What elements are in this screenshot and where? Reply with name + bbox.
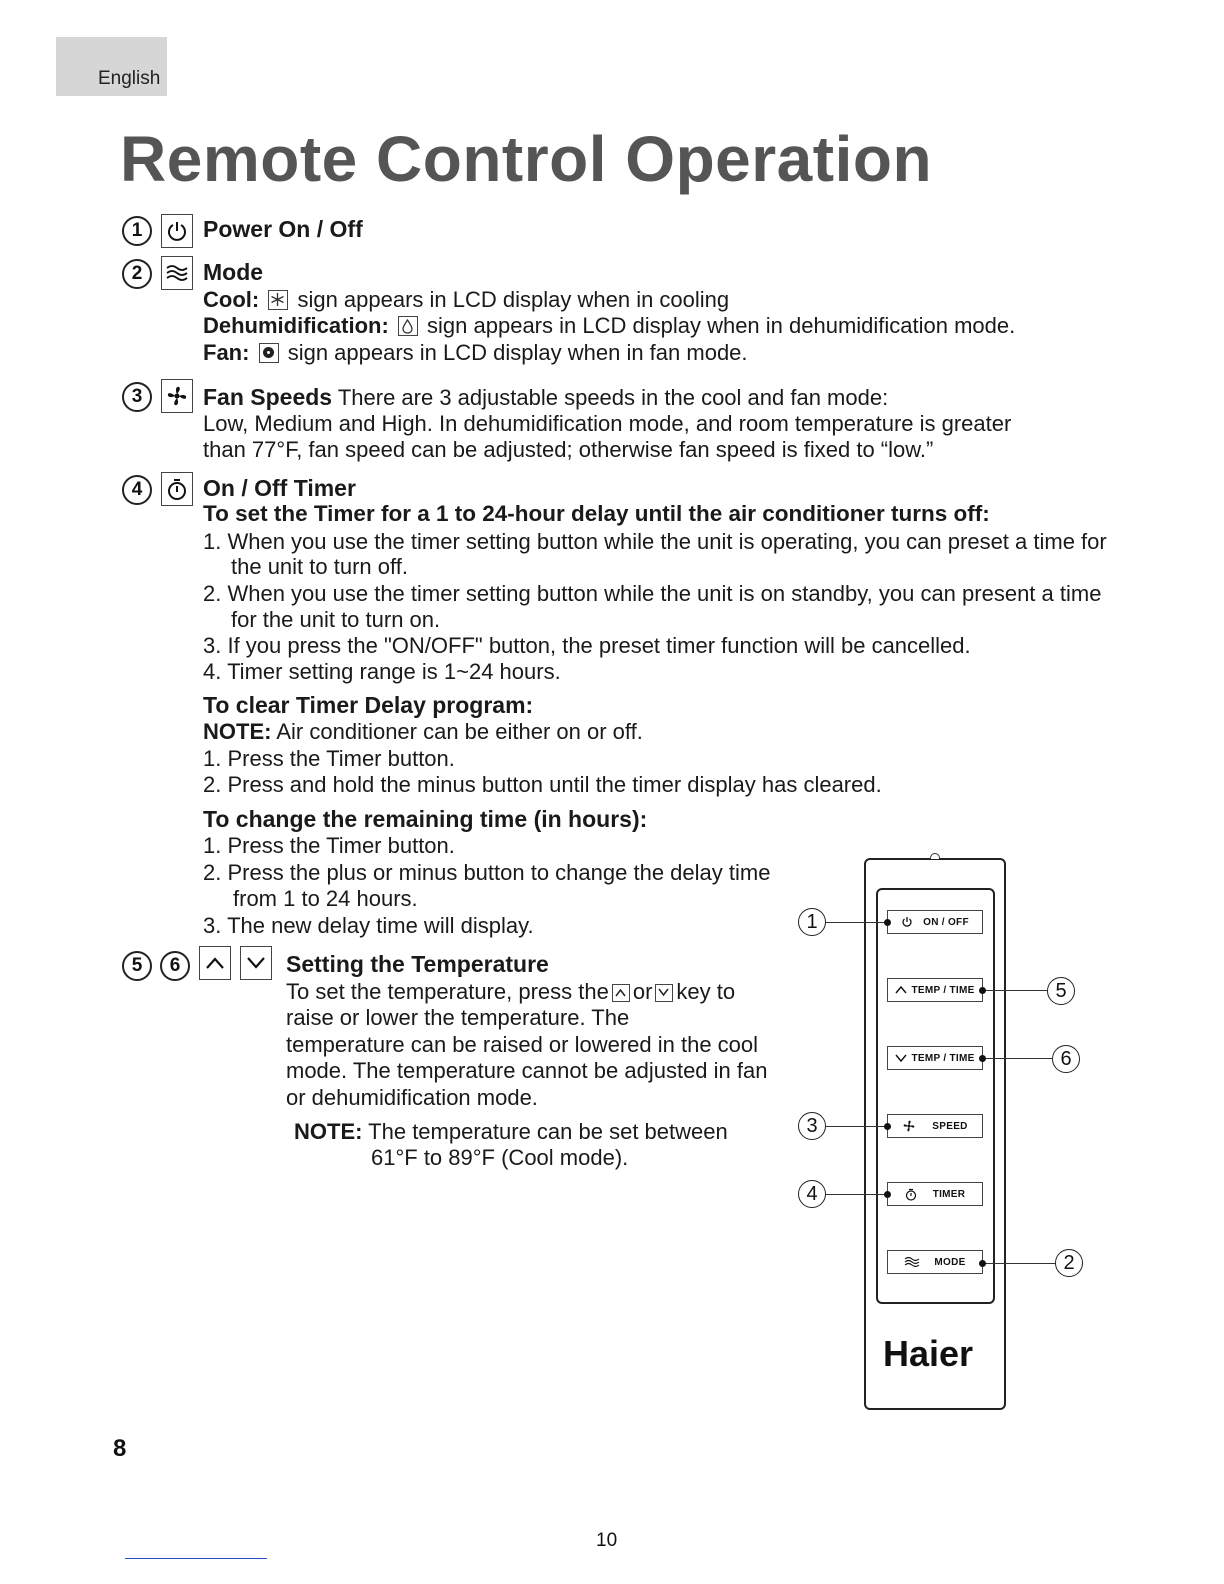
temp-line-0-b: key to [676,979,736,1004]
timer-note [203,719,643,745]
dehum-text: sign appears in LCD display when in dehumidification mode. [427,313,1016,338]
callout-dot [884,1123,891,1130]
remote-ir-window [930,853,940,859]
fan-line [203,340,748,366]
temp-line-0-or: or [632,979,653,1004]
callout-dot [979,987,986,994]
remote-button-mode [887,1250,983,1274]
fan-speeds-heading: Fan Speeds [203,384,333,410]
callout-dot [979,1260,986,1267]
language-tab [56,37,167,96]
power-heading: Power On / Off [203,216,363,242]
item-number-6: 6 [160,951,190,981]
temp-note [294,1119,728,1145]
temp-line: raise or lower the temperature. The [286,1005,630,1030]
timer-clear-item: 2. Press and hold the minus button until the timer display has cleared. [203,772,882,797]
callout-5: 5 [1047,977,1075,1005]
callout-1: 1 [798,908,826,936]
remote-button-label: SPEED [932,1120,968,1132]
mode-icon [161,256,193,290]
up-arrow-icon [895,985,907,995]
timer-change-item: 1. Press the Timer button. [203,833,455,858]
remote-button-temp-up [887,978,983,1002]
callout-line [983,1058,1053,1059]
mode-heading: Mode [203,259,264,285]
callout-line [983,1263,1055,1264]
fan-speeds-line-1 [203,384,888,411]
temp-note-line-1: The temperature can be set between [368,1119,728,1144]
callout-4: 4 [798,1180,826,1208]
fan-speeds-line-2: Low, Medium and High. In dehumidification mode, and room temperature is greater [203,411,1012,436]
temp-note-line-2: 61°F to 89°F (Cool mode). [371,1145,629,1170]
remote-button-timer [887,1182,983,1206]
item-number-2: 2 [122,259,152,289]
up-arrow-icon [199,946,231,980]
timer-note-label: NOTE: [203,719,272,744]
temp-line: temperature can be raised or lowered in the cool [286,1032,759,1057]
droplet-icon [398,316,418,336]
fan-speeds-line-3: than 77°F, fan speed can be adjusted; otherwise fan speed is fixed to “low.” [203,437,934,462]
down-key-icon [655,984,673,1002]
callout-6: 6 [1052,1045,1080,1073]
power-icon [901,916,913,928]
remote-button-label: ON / OFF [923,916,969,928]
timer-set-item: 4. Timer setting range is 1~24 hours. [203,659,561,684]
callout-line [825,922,888,923]
temp-note-label: NOTE: [294,1119,363,1144]
remote-button-label: TEMP / TIME [911,1052,975,1064]
fan-icon [902,1119,916,1133]
fan-label: Fan: [203,340,250,365]
temp-line: or dehumidification mode. [286,1085,538,1110]
timer-change-heading: To change the remaining time (in hours): [203,806,648,832]
fan-mode-icon [259,343,279,363]
up-key-icon [612,984,630,1002]
remote-button-on-off [887,910,983,934]
timer-set-item: for the unit to turn on. [231,607,441,632]
timer-heading: On / Off Timer [203,475,356,501]
remote-button-temp-down [887,1046,983,1070]
fan-text: sign appears in LCD display when in fan mode. [287,340,748,365]
callout-3: 3 [798,1112,826,1140]
item-number-5: 5 [122,951,152,981]
timer-set-item: 1. When you use the timer setting button while the unit is operating, you can preset a time for [203,529,1107,554]
mode-icon [904,1256,920,1268]
down-arrow-icon [240,946,272,980]
cool-line [203,287,729,313]
callout-line [825,1194,888,1195]
timer-icon [905,1188,917,1201]
remote-button-label: TIMER [932,1188,966,1200]
fan-icon [161,379,193,413]
temp-heading: Setting the Temperature [286,951,549,977]
temp-line-0-a: To set the temperature, press the [286,979,609,1004]
callout-dot [979,1055,986,1062]
callout-line [983,990,1047,991]
footer-page-number: 10 [596,1530,618,1551]
cool-text: sign appears in LCD display when in cooling [297,287,730,312]
timer-set-item: 2. When you use the timer setting button while the unit is on standby, you can present a time [203,581,1102,606]
remote-button-label: TEMP / TIME [911,984,975,996]
temp-line: mode. The temperature cannot be adjusted in fan [286,1058,768,1083]
power-icon [161,214,193,248]
down-arrow-icon [895,1053,907,1063]
temp-line-0 [286,979,735,1005]
remote-button-panel [876,888,995,1304]
page-number: 8 [113,1435,127,1462]
language-label: English [98,68,161,89]
timer-icon [161,472,193,506]
callout-2: 2 [1055,1249,1083,1277]
timer-set-item: 3. If you press the "ON/OFF" button, the preset timer function will be cancelled. [203,633,971,658]
brand-logo: Haier [883,1333,974,1374]
remote-button-speed [887,1114,983,1138]
remote-button-label: MODE [934,1256,966,1268]
footer-rule [125,1558,267,1559]
timer-set-item: the unit to turn off. [231,554,408,579]
callout-dot [884,1191,891,1198]
item-number-1: 1 [122,216,152,246]
fan-speeds-text-1: There are 3 adjustable speeds in the cool and fan mode: [337,385,889,410]
snowflake-icon [268,290,288,310]
cool-label: Cool: [203,287,260,312]
timer-set-heading: To set the Timer for a 1 to 24-hour delay until the air conditioner turns off: [203,501,990,526]
timer-note-text: Air conditioner can be either on or off. [276,719,643,744]
callout-line [825,1126,888,1127]
callout-dot [884,919,891,926]
timer-change-item: from 1 to 24 hours. [233,886,418,911]
dehum-label: Dehumidification: [203,313,389,338]
timer-change-item: 2. Press the plus or minus button to change the delay time [203,860,771,885]
timer-clear-heading: To clear Timer Delay program: [203,692,534,718]
timer-clear-item: 1. Press the Timer button. [203,746,455,771]
item-number-4: 4 [122,475,152,505]
dehum-line [203,313,1015,339]
timer-change-item: 3. The new delay time will display. [203,913,534,938]
page-title: Remote Control Operation [120,123,933,195]
item-number-3: 3 [122,382,152,412]
